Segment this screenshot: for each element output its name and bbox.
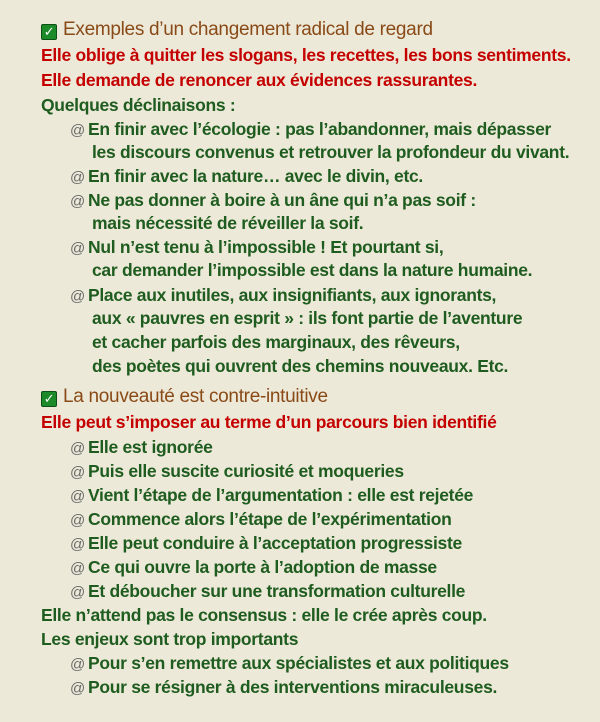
section1-heading-row — [41, 19, 433, 41]
list-item-continuation: car demander l’impossible est dans la nature humaine. — [92, 260, 533, 280]
section2-heading: La nouveauté est contre-intuitive — [63, 386, 328, 407]
section1-heading: Exemples d’un changement radical de regard — [63, 19, 433, 40]
at-sign-icon: @ — [70, 193, 85, 210]
closing-line-1: Elle n’attend pas le consensus : elle le crée après coup. — [41, 605, 487, 625]
section1-red-line-1: Elle oblige à quitter les slogans, les recettes, les bons sentiments. — [41, 45, 571, 65]
check-icon: ✓ — [41, 391, 57, 407]
at-sign-icon: @ — [70, 560, 85, 577]
list-item: @ Nul n’est tenu à l’impossible ! Et pourtant si, — [70, 236, 443, 260]
section2-red-line: Elle peut s’imposer au terme d’un parcours bien identifié — [41, 412, 497, 432]
list-item-continuation: les discours convenus et retrouver la profondeur du vivant. — [92, 142, 570, 162]
at-sign-icon: @ — [70, 122, 85, 139]
list-item: @ Pour s’en remettre aux spécialistes et aux politiques — [70, 652, 509, 676]
check-icon: ✓ — [41, 24, 57, 40]
at-sign-icon: @ — [70, 584, 85, 601]
list-item-continuation: des poètes qui ouvrent des chemins nouveaux. Etc. — [92, 356, 509, 376]
at-sign-icon: @ — [70, 240, 85, 257]
list-item: @ Elle peut conduire à l’acceptation progressiste — [70, 532, 462, 556]
at-sign-icon: @ — [70, 440, 85, 457]
at-sign-icon: @ — [70, 464, 85, 481]
at-sign-icon: @ — [70, 169, 85, 186]
section1-subheading: Quelques déclinaisons : — [41, 95, 236, 115]
closing-line-2: Les enjeux sont trop importants — [41, 629, 299, 649]
list-item: @ Commence alors l’étape de l’expérimentation — [70, 508, 451, 532]
section2-heading-row — [41, 386, 328, 408]
section1-red-line-2: Elle demande de renoncer aux évidences rassurantes. — [41, 70, 478, 90]
list-item-continuation: aux « pauvres en esprit » : ils font partie de l’aventure — [92, 308, 523, 328]
list-item: @ Ce qui ouvre la porte à l’adoption de masse — [70, 556, 437, 580]
list-item: @ Elle est ignorée — [70, 436, 213, 460]
at-sign-icon: @ — [70, 680, 85, 697]
list-item: @ Et déboucher sur une transformation culturelle — [70, 580, 465, 604]
list-item-continuation: et cacher parfois des marginaux, des rêveurs, — [92, 332, 460, 352]
list-item: @ En finir avec l’écologie : pas l’abandonner, mais dépasser — [70, 118, 551, 142]
at-sign-icon: @ — [70, 656, 85, 673]
at-sign-icon: @ — [70, 488, 85, 505]
list-item: @ Place aux inutiles, aux insignifiants, aux ignorants, — [70, 284, 496, 308]
at-sign-icon: @ — [70, 288, 85, 305]
list-item-continuation: mais nécessité de réveiller la soif. — [92, 213, 364, 233]
list-item: @ Puis elle suscite curiosité et moqueries — [70, 460, 404, 484]
list-item: @ En finir avec la nature… avec le divin, etc. — [70, 165, 423, 189]
at-sign-icon: @ — [70, 512, 85, 529]
list-item: @ Ne pas donner à boire à un âne qui n’a pas soif : — [70, 189, 476, 213]
at-sign-icon: @ — [70, 536, 85, 553]
list-item: @ Vient l’étape de l’argumentation : elle est rejetée — [70, 484, 473, 508]
list-item: @ Pour se résigner à des interventions miraculeuses. — [70, 676, 497, 700]
